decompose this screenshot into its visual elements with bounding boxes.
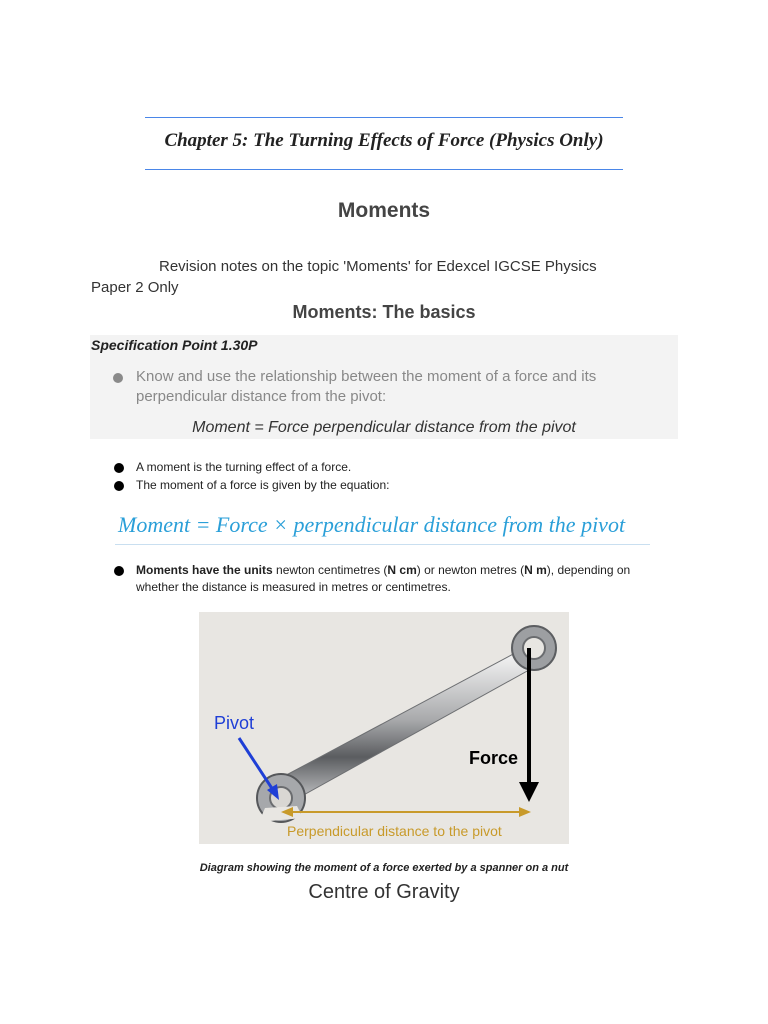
bullet-moment-definition: A moment is the turning effect of a force. [136, 460, 352, 474]
spec-bullet-dot [113, 373, 123, 383]
spec-bullet-text: Know and use the relationship between the moment of a force and its perpendicular distance from the pivot: [136, 368, 597, 405]
spec-title: Specification Point 1.30P [91, 337, 258, 353]
spanner-svg [199, 612, 569, 844]
spanner-diagram [199, 612, 569, 844]
spec-equation: Moment = Force perpendicular distance from the pivot [192, 419, 576, 436]
distance-label: Perpendicular distance to the pivot [287, 823, 502, 839]
bullet-units: Moments have the units newton centimetres (N cm) or newton metres (N m), depending on whether the distance is measured in metres or centimetres. [136, 563, 631, 594]
top-rule [145, 117, 623, 118]
bullet-dot [114, 566, 124, 576]
bottom-rule [145, 169, 623, 170]
bullet-equation-intro: The moment of a force is given by the equation: [136, 478, 390, 492]
bullet-dot [114, 463, 124, 473]
pivot-label: Pivot [214, 713, 255, 733]
chapter-title: Chapter 5: The Turning Effects of Force (Physics Only) [164, 130, 604, 151]
moment-equation: Moment = Force × perpendicular distance from the pivot [118, 512, 626, 537]
heading-moments: Moments [337, 199, 431, 222]
units-bold-lead: Moments have the units [136, 563, 273, 577]
heading-centre-of-gravity: Centre of Gravity [308, 881, 460, 903]
intro-line-2: Paper 2 Only [91, 279, 179, 296]
bullet-dot [114, 481, 124, 491]
equation-underline [115, 544, 650, 545]
intro-line-1: Revision notes on the topic 'Moments' for Edexcel IGCSE Physics [159, 258, 597, 275]
heading-basics: Moments: The basics [292, 302, 476, 322]
force-label: Force [469, 748, 519, 768]
diagram-caption: Diagram showing the moment of a force exerted by a spanner on a nut [199, 862, 569, 874]
